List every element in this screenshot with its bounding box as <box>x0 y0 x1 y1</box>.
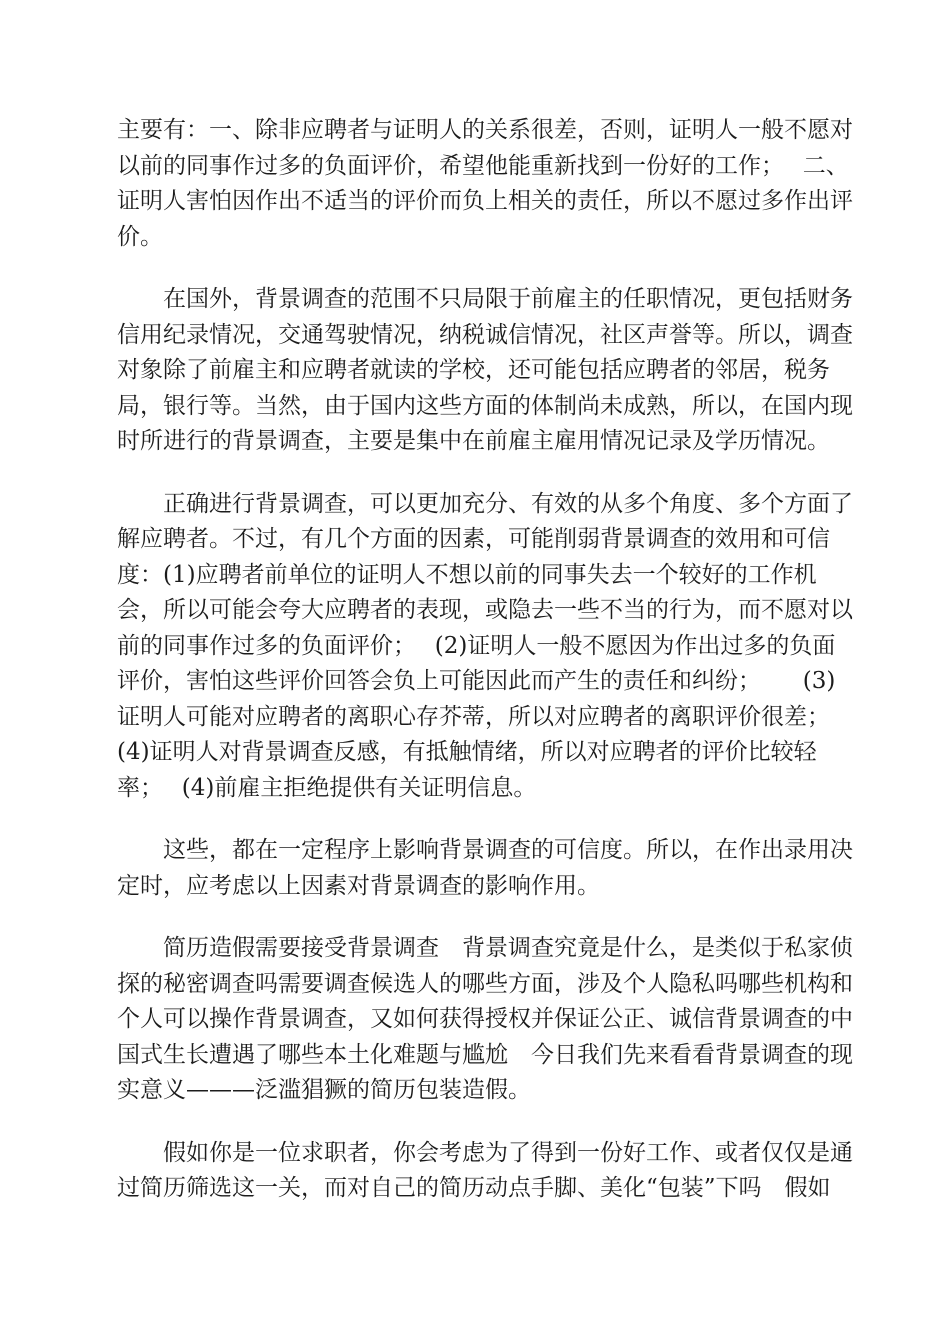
text-line: 简历造假需要接受背景调查 背景调查究竟是什么，是类似于私家侦 <box>117 935 853 961</box>
text-line: 个人可以操作背景调查，又如何获得授权并保证公正、诚信背景调查的中 <box>117 1006 853 1032</box>
text-line: (4)证明人对背景调查反感，有抵触情绪，所以对应聘者的评价比较轻 <box>117 739 817 765</box>
paragraph-1 <box>117 113 853 255</box>
text-line: 信用纪录情况，交通驾驶情况，纳税诚信情况，社区声誉等。所以，调查 <box>117 321 853 348</box>
text-line: 定时，应考虑以上因素对背景调查的影响作用。 <box>117 872 600 899</box>
text-line: 解应聘者。不过，有几个方面的因素，可能削弱背景调查的效用和可信 <box>117 526 830 552</box>
paragraph-3 <box>117 487 853 807</box>
paragraph-5 <box>117 931 853 1109</box>
text-line: 证明人害怕因作出不适当的评价而负上相关的责任，所以不愿过多作出评 <box>117 188 853 214</box>
text-line: 探的秘密调查吗需要调查候选人的哪些方面，涉及个人隐私吗哪些机构和 <box>117 970 853 997</box>
text-line: 主要有：一、除非应聘者与证明人的关系很差，否则，证明人一般不愿对 <box>117 117 853 143</box>
text-line: 价。 <box>117 223 163 250</box>
text-line: 率； (4)前雇主拒绝提供有关证明信息。 <box>117 774 537 801</box>
paragraph-2 <box>117 282 853 460</box>
text-line: 以前的同事作过多的负面评价，希望他能重新找到一份好的工作； 二、 <box>117 152 849 179</box>
text-line: 会，所以可能会夸大应聘者的表现，或隐去一些不当的行为，而不愿对以 <box>117 597 853 623</box>
text-line: 在国外，背景调查的范围不只局限于前雇主的任职情况，更包括财务 <box>117 286 853 312</box>
text-line: 度：(1)应聘者前单位的证明人不想以前的同事失去一个较好的工作机 <box>117 561 817 588</box>
text-line: 对象除了前雇主和应聘者就读的学校，还可能包括应聘者的邻居，税务 <box>117 357 830 383</box>
text-line: 时所进行的背景调查，主要是集中在前雇主雇用情况记录及学历情况。 <box>117 428 830 454</box>
text-line: 正确进行背景调查，可以更加充分、有效的从多个角度、多个方面了 <box>117 490 853 517</box>
text-line: 实意义———泛滥猖獗的简历包装造假。 <box>117 1077 531 1103</box>
text-line: 国式生长遭遇了哪些本土化难题与尴尬 今日我们先来看看背景调查的现 <box>117 1041 853 1068</box>
text-line: 过简历筛选这一关，而对自己的简历动点手脚、美化“包装”下吗 假如 <box>117 1175 831 1201</box>
text-line: 假如你是一位求职者，你会考虑为了得到一份好工作、或者仅仅是通 <box>117 1139 853 1166</box>
paragraph-4 <box>117 833 853 904</box>
text-line: 前的同事作过多的负面评价； (2)证明人一般不愿因为作出过多的负面 <box>117 632 836 659</box>
text-line: 这些，都在一定程序上影响背景调查的可信度。所以，在作出录用决 <box>117 837 853 863</box>
text-line: 局，银行等。当然，由于国内这些方面的体制尚未成熟，所以，在国内现 <box>117 392 853 419</box>
document-page <box>117 113 853 1234</box>
paragraph-6 <box>117 1136 853 1207</box>
text-line: 评价，害怕这些评价回答会负上可能因此而产生的责任和纠纷； (3) <box>117 668 836 694</box>
text-line: 证明人可能对应聘者的离职心存芥蒂，所以对应聘者的离职评价很差； <box>117 703 830 730</box>
